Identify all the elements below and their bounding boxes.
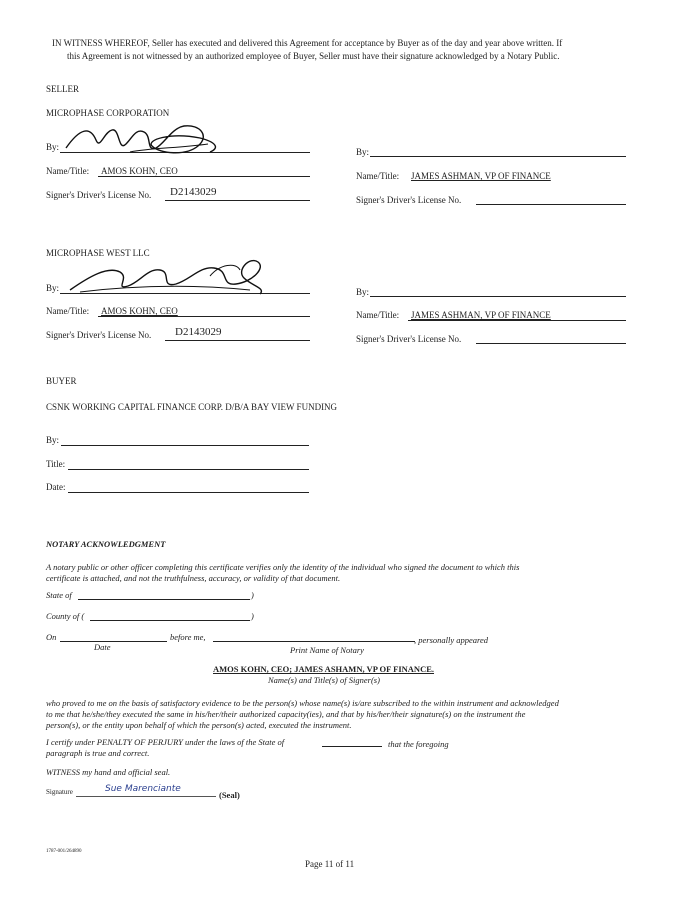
notary-date-line: [60, 641, 167, 642]
seller1-right-by-label: By:: [356, 147, 370, 157]
seller2-left-name: AMOS KOHN, CEO: [101, 306, 178, 316]
notary-on-label: On: [46, 632, 57, 642]
notary-signers-caption: Name(s) and Title(s) of Signer(s): [268, 675, 380, 685]
seller1-name-line: [98, 176, 310, 177]
seller2-name-label: Name/Title:: [46, 306, 90, 316]
notary-certify-1b: that the foregoing: [388, 739, 449, 749]
intro-line-1: IN WITNESS WHEREOF, Seller has executed and delivered this Agreement for acceptance by Buyer as of the day and year above written. If: [52, 38, 563, 48]
notary-signature-value: Sue Marenciante: [105, 784, 181, 794]
seller2-right-name-label: Name/Title:: [356, 310, 400, 320]
seller1-right-by-line: [370, 156, 626, 157]
footer-page-number: Page 11 of 11: [305, 859, 355, 869]
notary-state-paren: ): [251, 590, 254, 600]
footer-doc-id: 1787-001/264890: [46, 849, 82, 854]
seller2-right-name-line: [408, 320, 626, 321]
seller2-license-label: Signer's Driver's License No.: [46, 330, 152, 340]
seller2-name-line: [98, 316, 310, 317]
notary-certify-1a: I certify under PENALTY OF PERJURY under the laws of the State of: [46, 737, 285, 747]
notary-personally: , personally appeared: [414, 635, 489, 645]
notary-witness: WITNESS my hand and official seal.: [46, 767, 171, 777]
seller1-right-name: JAMES ASHMAN, VP OF FINANCE: [411, 171, 551, 181]
seller1-company: MICROPHASE CORPORATION: [46, 108, 170, 118]
notary-certify-2: paragraph is true and correct.: [46, 748, 150, 758]
notary-date-caption: Date: [94, 642, 111, 652]
notary-signature-label: Signature: [46, 788, 73, 796]
seller2-company: MICROPHASE WEST LLC: [46, 248, 150, 258]
seller1-right-license-label: Signer's Driver's License No.: [356, 195, 462, 205]
seller2-signature: [60, 256, 280, 300]
buyer-company: CSNK WORKING CAPITAL FINANCE CORP. D/B/A BAY VIEW FUNDING: [46, 402, 338, 412]
seller-heading: SELLER: [46, 84, 79, 94]
buyer-date-line: [68, 492, 309, 493]
notary-seal-label: (Seal): [219, 790, 240, 800]
seller1-name-label: Name/Title:: [46, 166, 90, 176]
buyer-title-label: Title:: [46, 459, 66, 469]
seller1-right-name-label: Name/Title:: [356, 171, 400, 181]
notary-state-label: State of: [46, 590, 72, 600]
buyer-by-label: By:: [46, 435, 60, 445]
notary-body-1: who proved to me on the basis of satisfactory evidence to be the person(s) whose name(s) is/are subscribed to the within instrument and acknowledged: [46, 698, 559, 708]
notary-county-label: County of (: [46, 611, 85, 621]
seller2-right-by-line: [370, 296, 626, 297]
seller2-right-name: JAMES ASHMAN, VP OF FINANCE: [411, 310, 551, 320]
notary-body-2: to me that he/she/they executed the same in his/her/their authorized capacity(ies), and that by his/her/their signature(s) on the instrument the: [46, 709, 526, 719]
seller1-by-label: By:: [46, 142, 60, 152]
seller2-right-by-label: By:: [356, 287, 370, 297]
notary-name-line: [213, 641, 415, 642]
notary-body-3: person(s), or the entity upon behalf of which the person(s) acted, executed the instrument.: [46, 720, 352, 730]
notary-before-me: before me,: [170, 632, 206, 642]
notary-print-name-caption: Print Name of Notary: [290, 645, 364, 655]
seller2-right-license-line: [476, 343, 626, 344]
notary-state-certify-line: [322, 746, 382, 747]
seller2-by-label: By:: [46, 283, 60, 293]
buyer-date-label: Date:: [46, 482, 66, 492]
notary-county-paren: ): [251, 611, 254, 621]
buyer-title-line: [68, 469, 309, 470]
notary-state-line: [78, 599, 250, 600]
notary-signature-line: [76, 796, 216, 797]
seller1-signature: [60, 118, 230, 162]
notary-note-1: A notary public or other officer completing this certificate verifies only the identity of the individual who signed the document to which this: [46, 562, 520, 572]
buyer-heading: BUYER: [46, 376, 77, 386]
seller2-left-license: D2143029: [175, 326, 222, 338]
notary-heading: NOTARY ACKNOWLEDGMENT: [46, 539, 166, 549]
seller2-license-line: [165, 340, 310, 341]
buyer-by-line: [61, 445, 309, 446]
seller1-right-license-line: [476, 204, 626, 205]
notary-county-line: [90, 620, 250, 621]
notary-note-2: certificate is attached, and not the truthfulness, accuracy, or validity of that document.: [46, 573, 341, 583]
seller1-left-license: D2143029: [170, 186, 217, 198]
seller1-license-line: [165, 200, 310, 201]
intro-line-2: this Agreement is not witnessed by an authorized employee of Buyer, Seller must have their signature acknowledged by a Notary Public.: [67, 51, 560, 61]
seller1-license-label: Signer's Driver's License No.: [46, 190, 152, 200]
notary-signers: AMOS KOHN, CEO; JAMES ASHAMN, VP OF FINANCE.: [213, 664, 435, 674]
seller1-left-name: AMOS KOHN, CEO: [101, 166, 178, 176]
seller2-right-license-label: Signer's Driver's License No.: [356, 334, 462, 344]
